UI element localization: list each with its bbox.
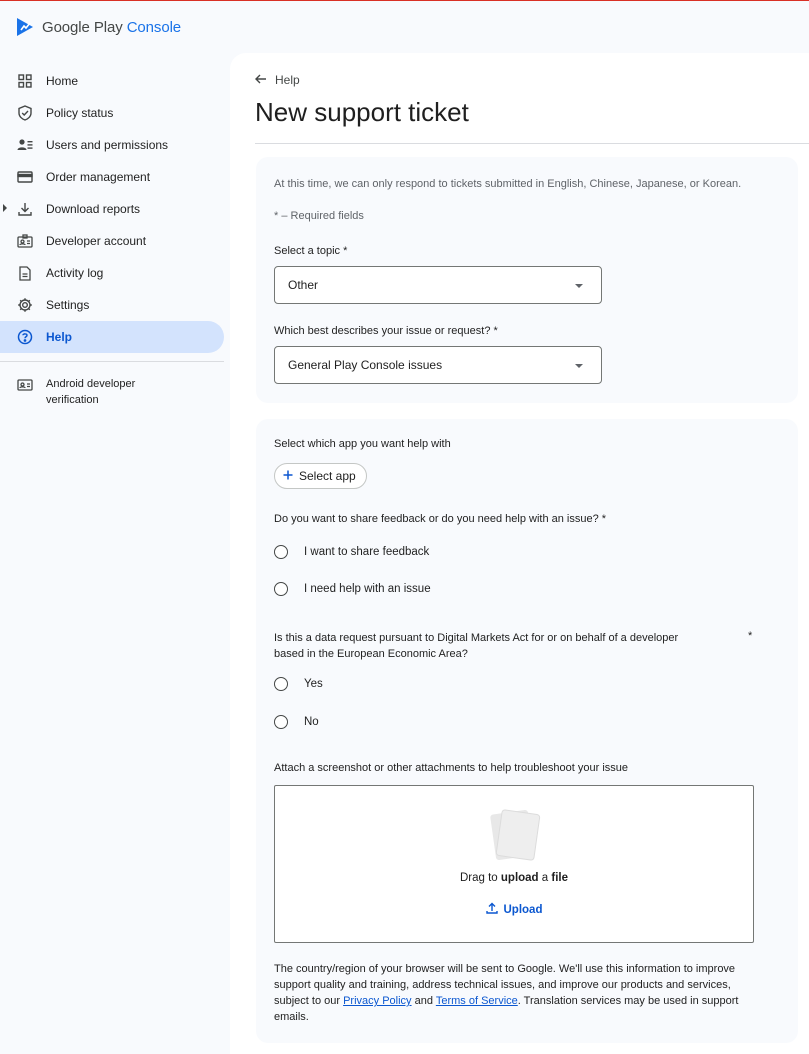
dma-required-marker: *	[748, 630, 753, 642]
shield-check-icon	[16, 104, 34, 122]
sidebar-item-label: Settings	[46, 298, 90, 312]
grid-icon	[16, 72, 34, 90]
sidebar-item-label: Help	[46, 330, 73, 344]
topic-section	[256, 157, 798, 403]
sidebar-item-settings[interactable]	[0, 289, 224, 321]
page-title: New support ticket	[255, 97, 469, 127]
dma-question: Is this a data request pursuant to Digital Markets Act for or on behalf of a developer based in the European Economic Area?	[274, 632, 679, 660]
sidebar-item-android-developer-verification[interactable]	[0, 370, 224, 414]
privacy-policy-link[interactable]: Privacy Policy	[343, 995, 412, 1007]
radio-need-help[interactable]	[274, 582, 431, 596]
title-divider	[255, 143, 809, 144]
plus-icon	[283, 469, 293, 483]
required-fields-note: * – Required fields	[274, 210, 364, 222]
radio-label: No	[304, 716, 319, 728]
topic-label: Select a topic *	[274, 245, 348, 257]
radio-circle[interactable]	[274, 582, 288, 596]
topic-select[interactable]	[274, 266, 602, 304]
drag-instructions: Drag to upload a file	[459, 872, 569, 884]
file-dropzone[interactable]	[274, 785, 754, 943]
expand-caret-icon[interactable]	[3, 204, 7, 212]
verification-icon	[16, 376, 34, 394]
sidebar-item-label: Order management	[46, 170, 151, 184]
gear-icon	[16, 296, 34, 314]
radio-no[interactable]	[274, 715, 319, 729]
sidebar-item-label: Activity log	[46, 266, 104, 280]
topic-select-value: Other	[288, 278, 319, 292]
download-icon	[16, 200, 34, 218]
credit-card-icon	[16, 168, 34, 186]
back-link[interactable]	[255, 73, 300, 87]
privacy-notice: The country/region of your browser will be sent to Google. We'll use this information to improve support quality and training, address technical issues, and improve our products and services, subject to our Privacy Policy and Terms of Service. Translation services may be used in support emails.	[274, 963, 739, 1023]
feedback-question: Do you want to share feedback or do you need help with an issue? *	[274, 513, 607, 525]
radio-share-feedback[interactable]	[274, 545, 429, 559]
upload-label: Upload	[503, 903, 543, 916]
issue-select[interactable]	[274, 346, 602, 384]
radio-label: I need help with an issue	[304, 583, 431, 595]
help-icon	[16, 328, 34, 346]
document-icon	[16, 264, 34, 282]
sidebar-item-label: Users and permissions	[46, 138, 169, 152]
main-panel	[230, 53, 809, 1054]
sidebar-item-label: Developer account	[46, 234, 147, 248]
upload-button[interactable]	[275, 902, 753, 917]
language-notice: At this time, we can only respond to tickets submitted in English, Chinese, Japanese, or Korean.	[274, 178, 742, 190]
sidebar-item-users-and-permissions[interactable]	[0, 129, 224, 161]
upload-icon	[486, 902, 498, 917]
sidebar-item-label: Home	[46, 74, 79, 88]
app-label: Select which app you want help with	[274, 438, 451, 450]
radio-circle[interactable]	[274, 545, 288, 559]
play-logo-icon	[16, 17, 34, 37]
select-app-button[interactable]	[274, 463, 367, 489]
sidebar-item-label: Android developer verification	[46, 378, 136, 406]
issue-label: Which best describes your issue or request? *	[274, 325, 498, 337]
sidebar-item-label: Policy status	[46, 106, 114, 120]
arrow-back-icon	[255, 73, 267, 87]
radio-circle[interactable]	[274, 677, 288, 691]
sidebar-item-download-reports[interactable]	[0, 193, 224, 225]
attach-label: Attach a screenshot or other attachments to help troubleshoot your issue	[274, 762, 629, 774]
sidebar-item-help[interactable]	[0, 321, 224, 353]
sidebar-item-label: Download reports	[46, 202, 141, 216]
sidebar-item-activity-log[interactable]	[0, 257, 224, 289]
terms-of-service-link[interactable]: Terms of Service	[435, 995, 518, 1007]
details-section	[256, 419, 798, 1043]
sidebar-item-developer-account[interactable]	[0, 225, 224, 257]
radio-label: I want to share feedback	[304, 546, 430, 558]
radio-yes[interactable]	[274, 677, 323, 691]
play-console-logo[interactable]	[16, 17, 181, 37]
dropdown-arrow-icon	[575, 364, 583, 368]
radio-label: Yes	[304, 678, 323, 690]
file-stack-icon	[489, 808, 541, 869]
back-link-label: Help	[275, 73, 300, 87]
radio-circle[interactable]	[274, 715, 288, 729]
brand-name: Google Play Console	[42, 18, 182, 36]
dropdown-arrow-icon	[575, 284, 583, 288]
sidebar-item-policy-status[interactable]	[0, 97, 224, 129]
issue-select-value: General Play Console issues	[288, 358, 443, 372]
sidebar-item-order-management[interactable]	[0, 161, 224, 193]
sidebar-item-home[interactable]	[0, 65, 224, 97]
select-app-label: Select app	[299, 469, 356, 483]
users-icon	[16, 136, 34, 154]
sidebar-divider	[0, 361, 224, 362]
sidebar-nav	[0, 65, 228, 414]
badge-icon	[16, 232, 34, 250]
